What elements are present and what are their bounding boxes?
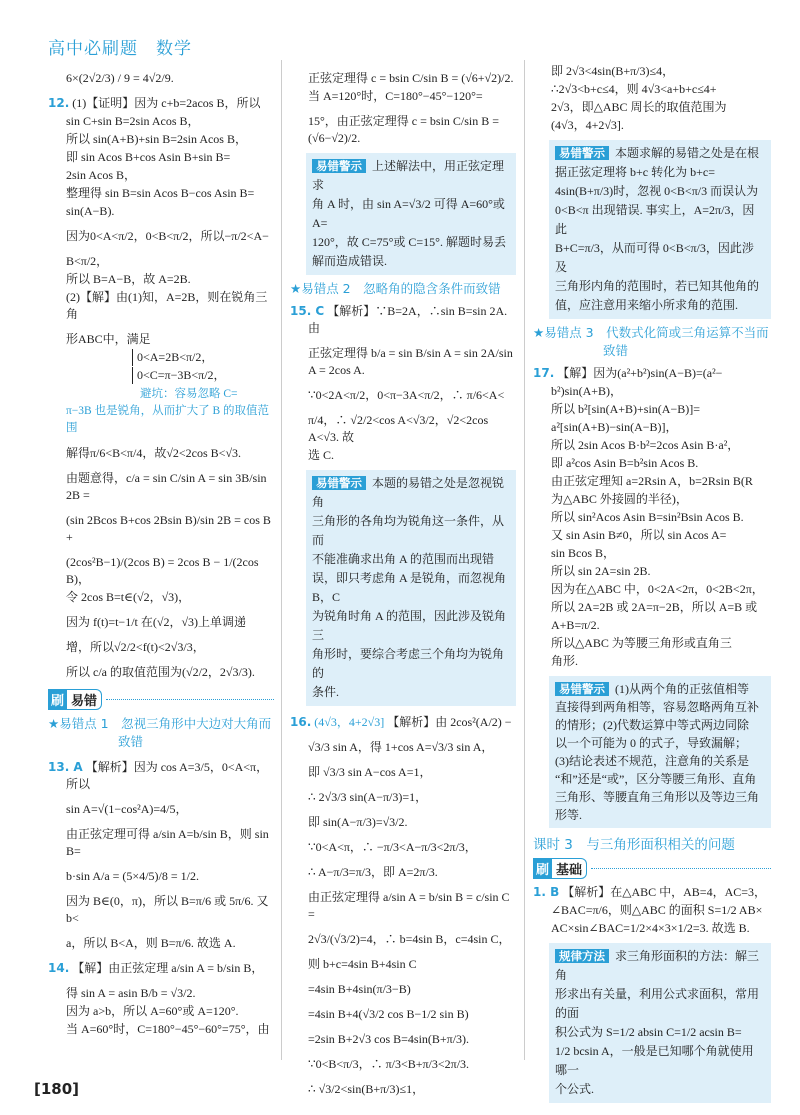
warning-box <box>306 153 516 275</box>
pitfall-heading: ★易错点 3 代数式化简或三角运算不当而 <box>533 325 769 340</box>
text-line: 因为 f(t)=t−1/t 在(√2，√3)上单调递 <box>66 615 247 629</box>
question-number: 17. <box>533 366 555 380</box>
text-line: 因为 a>b，所以 A=60°或 A=120°. <box>66 1004 239 1018</box>
text-line: ∠BAC=π/6，则△ABC 的面积 S=1/2 AB× <box>551 903 763 917</box>
box-line: 角形时，要综合考虑三个角均为锐角的 <box>312 647 505 680</box>
answer: (4√3，4+2√3] <box>314 715 385 729</box>
page-number: [180] <box>34 1080 80 1098</box>
box-line: 形求出有关量，利用公式求面积，常用的面 <box>555 987 760 1020</box>
question-number: 12. <box>48 96 70 110</box>
text-line: ∵0<A<π，∴ −π/3<A−π/3<2π/3， <box>308 840 477 854</box>
text-line: 选 C. <box>308 448 335 462</box>
text-line: 令 2cos B=t∈(√2，√3)， <box>66 590 191 604</box>
text-line: 因为 B∈(0，π)，所以 B=π/6 或 5π/6. 又 b< <box>66 894 269 925</box>
text-line: 由题意得，c/a = sin C/sin A = sin 3B/sin 2B = <box>66 471 267 502</box>
section-key: 刷 <box>48 689 67 710</box>
text-line: 所以 B=A−B，故 A=2B. <box>66 272 191 286</box>
dotted-rule <box>591 868 771 869</box>
question-number: 14. <box>48 961 70 975</box>
pitfall-heading: 致错 <box>603 343 629 358</box>
box-line: 1/2 bcsin A，一般是已知哪个角就使用哪一 <box>555 1044 754 1077</box>
text-line: ∴ √3/2<sin(B+π/3)≤1， <box>308 1082 425 1096</box>
text-line: 正弦定理得 c = bsin C/sin B = (√6+√2)/2. <box>308 71 514 85</box>
box-line: 为锐角时角 A 的范围，因此涉及锐角三 <box>312 609 507 642</box>
text-line: 因为在△ABC 中，0<2A<2π，0<2B<2π， <box>551 582 764 596</box>
text-line: 所以 2A=2B 或 2A=π−2B，所以 A=B 或 <box>551 600 758 614</box>
system-line: 0<A=2B<π/2， <box>132 349 274 366</box>
warning-tag: 易错警示 <box>312 159 366 173</box>
column-divider <box>524 60 525 1060</box>
text-line: 则 b+c=4sin B+4sin C <box>308 957 417 971</box>
question-12 <box>48 95 274 112</box>
text-line: 【解析】∵B=2A，∴sin B=sin 2A. 由 <box>308 304 508 335</box>
box-line: 误，即只考虑角 A 是锐角，而忽视角 B，C <box>312 571 507 604</box>
text-line: 【解析】在△ABC 中，AB=4，AC=3， <box>562 885 767 899</box>
text-line: 因为0<A<π/2，0<B<π/2，所以−π/2<A− <box>66 229 269 243</box>
text-line: sin Bcos B， <box>551 546 616 560</box>
text-line: 正弦定理得 b/a = sin B/sin A = sin 2A/sin A = 2cos A. <box>308 346 513 377</box>
box-line: 上述解法中，用正弦定理求 <box>312 159 505 192</box>
column-2 <box>290 62 516 1098</box>
text-line: ∴ A−π/3=π/3，即 A=2π/3. <box>308 865 438 879</box>
text-line: sin A=√(1−cos²A)=4/5， <box>66 802 188 816</box>
page-header-title: 高中必刷题 数学 <box>48 39 192 59</box>
text-line: 所以 sin 2A=sin 2B. <box>551 564 651 578</box>
text-line: ∴2√3<b+c≤4，则 4√3<a+b+c≤4+ <box>551 82 717 96</box>
text-line: =4sin B+4sin(π/3−B) <box>308 982 411 996</box>
text-line: 所以 sin²Acos Asin B=sin²Bsin Acos B. <box>551 510 744 524</box>
pitfall-heading: ★易错点 2 忽略角的隐含条件而致错 <box>290 281 501 296</box>
text-line: sin C+sin B=2sin Acos B， <box>66 114 200 128</box>
question-15 <box>290 303 516 337</box>
text-line: 2√3，即△ABC 周长的取值范围为 <box>551 100 727 114</box>
text-line: 6×(2√2/3) / 9 = 4√2/9. <box>66 71 174 85</box>
box-line: 4sin(B+π/3)时，忽视 0<B<π/3 而误认为 <box>555 184 759 198</box>
text-line: AC×sin∠BAC=1/2×4×3×1/2=3. 故选 B. <box>551 921 750 935</box>
text-line: 得 sin A = asin B/b = √3/2. <box>66 986 196 1000</box>
text-line: 【解析】因为 cos A=3/5，0<A<π，所以 <box>66 760 269 791</box>
warning-box <box>306 470 516 706</box>
warning-box <box>549 676 771 828</box>
text-line: A+B=π/2. <box>551 618 600 632</box>
text-line: 当 A=60°时，C=180°−45°−60°=75°，由 <box>66 1022 270 1036</box>
box-line: 的情形；(2)代数运算中等式两边同除 <box>555 718 749 732</box>
column-divider <box>281 60 282 1060</box>
text-line: 角形. <box>551 654 579 668</box>
box-line: 三角形、等腰直角三角形以及等边三角 <box>555 790 760 804</box>
text-line: sin(A−B). <box>66 204 115 218</box>
text-line: b·sin A/a = (5×4/5)/8 = 1/2. <box>66 869 199 883</box>
text-line: (2)【解】由(1)知，A=2B，则在锐角三角 <box>66 290 268 321</box>
text-line: ∴ 2√3/3 sin(A−π/3)=1， <box>308 790 428 804</box>
text-line: 当 A=120°时，C=180°−45°−120°= <box>308 89 483 103</box>
box-line: 积公式为 S=1/2 absin C=1/2 acsin B= <box>555 1025 742 1039</box>
text-line: 即 2√3<4sin(B+π/3)≤4， <box>551 64 675 78</box>
text-line: 又 sin Asin B≠0，所以 sin Acos A= <box>551 528 727 542</box>
section-header-yicuo <box>48 689 274 710</box>
column-3 <box>533 62 771 1103</box>
dotted-rule <box>106 699 274 700</box>
box-line: “和”还是“或”，区分等腰三角形、直角 <box>555 772 757 786</box>
text-line: =2sin B+2√3 cos B=4sin(B+π/3). <box>308 1032 470 1046</box>
section-key: 刷 <box>533 858 552 879</box>
question-number: 13. A <box>48 760 83 774</box>
box-line: 0<B<π 出现错误. 事实上，A=2π/3，因此 <box>555 203 755 236</box>
box-line: 以一个可能为 0 的式子，导致漏解； <box>555 736 748 750</box>
text-line: 由正弦定理可得 a/sin A=b/sin B，则 sin B= <box>66 827 269 858</box>
box-line: 求三角形面积的方法：解三角 <box>555 949 760 982</box>
text-line: a，所以 B<A，则 B=π/6. 故选 A. <box>66 936 236 950</box>
text-line: 所以 b²[sin(A+B)+sin(A−B)]= <box>551 402 700 416</box>
text-line: 即 a²cos Asin B=b²sin Acos B. <box>551 456 699 470</box>
warning-tag: 易错警示 <box>555 682 609 696</box>
box-line: 不能准确求出角 A 的范围而出现错 <box>312 552 495 566</box>
question-13 <box>48 759 274 793</box>
method-tag: 规律方法 <box>555 949 609 963</box>
warning-tag: 易错警示 <box>555 146 609 160</box>
text-line: 所以 c/a 的取值范围为(√2/2，2√3/3). <box>66 665 255 679</box>
method-box <box>549 943 771 1103</box>
question-1 <box>533 884 771 901</box>
system-line: 0<C=π−3B<π/2， <box>132 367 274 384</box>
text-line: ∵0<B<π/3，∴ π/3<B+π/3<2π/3. <box>308 1057 470 1071</box>
text-line: ∵0<2A<π/2，0<π−3A<π/2，∴ π/6<A< <box>308 388 505 402</box>
text-line: 【解】由正弦定理 a/sin A = b/sin B， <box>72 961 264 975</box>
pitfall-note: 避坑：容易忽略 C= <box>140 388 238 400</box>
question-16 <box>290 714 516 731</box>
text-line: 【解析】由 2cos²(A/2) − <box>387 715 512 729</box>
text-line: 即 √3/3 sin A−cos A=1， <box>308 765 432 779</box>
box-line: 角 A 时，由 sin A=√3/2 可得 A=60°或 A= <box>312 197 505 230</box>
text-line: (sin 2Bcos B+cos 2Bsin B)/sin 2B = cos B + <box>66 513 271 544</box>
box-line: 解而造成错误. <box>312 254 388 268</box>
pitfall-note: π−3B 也是锐角，从而扩大了 B 的取值范围 <box>66 405 270 434</box>
text-line: a²[sin(A+B)−sin(A−B)]， <box>551 420 678 434</box>
question-14 <box>48 960 274 977</box>
text-line: b²)sin(A+B)， <box>551 384 623 398</box>
box-line: 三角形内角的范围时，若已知其他角的 <box>555 279 760 293</box>
section-label: 基础 <box>552 858 587 879</box>
warning-box <box>549 140 771 319</box>
section-label: 易错 <box>67 689 102 710</box>
box-line: (1)从两个角的正弦值相等 <box>615 682 749 696</box>
box-line: (3)结论表述不规范，注意角的关系是 <box>555 754 749 768</box>
text-line: 即 sin(A−π/3)=√3/2. <box>308 815 408 829</box>
box-line: 条件. <box>312 685 340 699</box>
text-line: B<π/2， <box>66 254 109 268</box>
box-line: 据正弦定理将 b+c 转化为 b+c= <box>555 165 715 179</box>
question-17 <box>533 365 771 382</box>
text-line: π/4，∴ √2/2<cos A<√3/2，√2<2cos A<√3. 故 <box>308 413 489 444</box>
text-line: 形ABC中，满足 <box>66 332 151 346</box>
text-line: 2√3/(√3/2)=4，∴ b=4sin B，c=4sin C， <box>308 932 511 946</box>
text-line: 即 sin Acos B+cos Asin B+sin B= <box>66 150 231 164</box>
box-line: 本题的易错之处是忽视锐角 <box>312 476 505 509</box>
text-line: =4sin B+4(√3/2 cos B−1/2 sin B) <box>308 1007 469 1021</box>
column-1 <box>48 62 274 1038</box>
box-line: 值，应注意用来缩小所求角的范围. <box>555 298 739 312</box>
pitfall-heading: ★易错点 1 忽视三角形中大边对大角而 <box>48 716 272 731</box>
box-line: 直接得到两角相等，容易忽略两角互补 <box>555 700 760 714</box>
box-line: B+C=π/3，从而可得 0<B<π/3，因此涉及 <box>555 241 754 274</box>
text-line: 整理得 sin B=sin Acos B−cos Asin B= <box>66 186 255 200</box>
text-line: 为△ABC 外接圆的半径)， <box>551 492 688 506</box>
section-header-jichu <box>533 858 771 879</box>
lesson-heading: 课时 3 与三角形面积相关的问题 <box>533 837 735 853</box>
text-line: (1)【证明】因为 c+b=2acos B，所以 <box>72 96 261 110</box>
text-line: 由正弦定理得 a/sin A = b/sin B = c/sin C = <box>308 890 510 921</box>
page-number-value: 180 <box>40 1080 73 1098</box>
question-number: 16. <box>290 715 312 729</box>
question-number: 15. C <box>290 304 325 318</box>
warning-tag: 易错警示 <box>312 476 366 490</box>
text-line: 所以 sin(A+B)+sin B=2sin Acos B， <box>66 132 247 146</box>
text-line: (4√3，4+2√3]. <box>551 118 624 132</box>
box-line: 本题求解的易错之处是在根 <box>615 146 760 160</box>
text-line: (2cos²B−1)/(2cos B) = 2cos B − 1/(2cos B)， <box>66 555 259 586</box>
text-line: 所以 2sin Acos B·b²=2cos Asin B·a²， <box>551 438 740 452</box>
text-line: 15°，由正弦定理得 c = bsin C/sin B = (√6−√2)/2. <box>308 114 500 145</box>
box-line: 形等. <box>555 808 583 822</box>
box-line: 120°，故 C=75°或 C=15°. 解题时易丢 <box>312 235 506 249</box>
text-line: 解得π/6<B<π/4，故√2<2cos B<√3. <box>66 446 242 460</box>
box-line: 三角形的各角均为锐角这一条件，从而 <box>312 514 505 547</box>
box-line: 个公式. <box>555 1082 595 1096</box>
pitfall-heading: 致错 <box>118 734 144 749</box>
text-line: 【解】因为(a²+b²)sin(A−B)=(a²− <box>557 366 723 380</box>
question-number: 1. B <box>533 885 560 899</box>
text-line: 2sin Acos B， <box>66 168 137 182</box>
text-line: 所以△ABC 为等腰三角形或直角三 <box>551 636 732 650</box>
text-line: 增，所以√2/2<f(t)<2√3/3， <box>66 640 205 654</box>
text-line: √3/3 sin A，得 1+cos A=√3/3 sin A， <box>308 740 494 754</box>
text-line: 由正弦定理知 a=2Rsin A，b=2Rsin B(R <box>551 474 753 488</box>
